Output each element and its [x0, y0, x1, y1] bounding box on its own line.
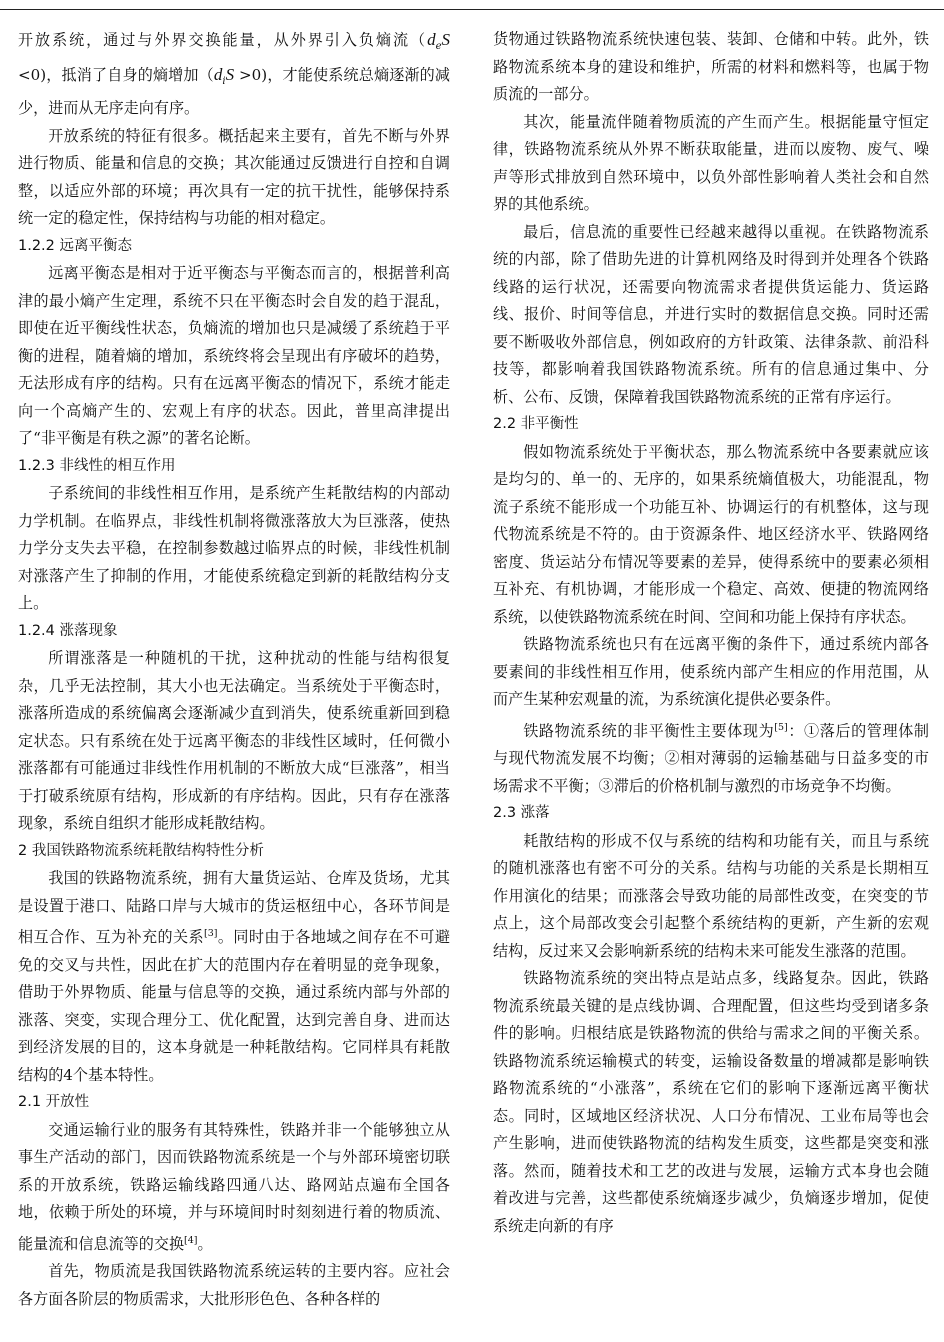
paragraph-material-flow: 首先，物质流是我国铁路物流系统运转的主要内容。应社会各方面各阶层的物质需求，大批形形色色、各种各样的 [18, 1262, 450, 1308]
paragraph-nonlinear: 子系统间的非线性相互作用，是系统产生耗散结构的内部动力学机制。在临界点，非线性机制将微涨落放大为巨涨落，使热力学分支失去平稳，在控制参数越过临界点的时候，非线性机制对涨落产生了抑制的作用，才能使系统稳定到新的耗散结构分支上。 [18, 484, 450, 613]
heading-2-3: 2.3 涨落 [493, 805, 550, 822]
paragraph-fluctuation: 所谓涨落是一种随机的干扰，这种扰动的性能与结构很复杂，几乎无法控制，其大小也无法确定。当系统处于平衡态时，涨落所造成的系统偏离会逐渐减少直到消失，使系统重新回到稳定状态。只有系统在处于远离平衡态的非线性区域时，任何微小涨落都有可能通过非线性作用机制的不断放大成“巨涨落”，相当于打破系统原有结构，形成新的有序结构。因此，只有存在涨落现象，系统自组织才能形成耗散结构。 [18, 649, 450, 833]
paragraph-far-from-balance: 铁路物流系统也只有在远离平衡的条件下，通过系统内部各要素间的非线性相互作用，使系统内部产生相应的作用范围，从而产生某种宏观量的流，为系统演化提供必要条件。 [493, 635, 929, 708]
header-rule [0, 9, 944, 10]
heading-2-2: 2.2 非平衡性 [493, 416, 579, 432]
heading-1-2-2: 1.2.2 远离平衡态 [18, 237, 133, 254]
right-column [493, 26, 929, 1240]
paragraph-open-system-features: 开放系统的特征有很多。概括起来主要有，首先不断与外界进行物质、能量和信息的交换；其次能通过反馈进行自控和自调整，以适应外部的环境；再次具有一定的抗干扰性，能够保持系统一定的稳定性，保持结构与功能的相对稳定。 [18, 126, 450, 228]
paragraph-railway-fluctuation: 铁路物流系统的突出特点是站点多，线路复杂。因此，铁路物流系统最关键的是点线协调、合理配置，但这些均受到诸多条件的影响。归根结底是铁路物流的供给与需求之间的平衡关系。铁路物流系统运输模式的转变，运输设备数量的增减都是影响铁路物流系统的“小涨落”，系统在它们的影响下逐渐远离平衡状态。同时，区域地区经济状况、人口分布情况、工业布局等也会产生影响，进而使铁路物流的结构发生质变，这些都是突变和涨落。然而，随着技术和工艺的改进与发展，运输方式本身也会随着改进与完善，这些都使系统熵逐步减少，负熵逐步增加，促使系统走向新的有序 [493, 969, 929, 1235]
paragraph-nonequilibrium: 假如物流系统处于平衡状态，那么物流系统中各要素就应该是均匀的、单一的、无序的，如果系统熵值极大，功能混乱，物流子系统不能形成一个功能互补、协调运行的有机整体，这与现代物流系统是不符的。由于资源条件、地区经济水平、铁路网络密度、货运站分布情况等要素的差异，使得系统中的要素必须相互补充、有机协调，才能形成一个稳定、高效、便捷的物流网络系统，以使铁路物流系统在时间、空间和功能上保持有序状态。 [493, 442, 929, 626]
paragraph-material-flow-cont: 货物通过铁路物流系统快速包装、装卸、仓储和中转。此外，铁路物流系统本身的建设和维护，所需的材料和燃料等，也属于物质流的一部分。 [493, 30, 929, 103]
heading-section-2: 2 我国铁路物流系统耗散结构特性分析 [18, 842, 264, 859]
left-column [18, 26, 450, 1313]
heading-2-1: 2.1 开放性 [18, 1094, 90, 1111]
header-bar [0, 0, 944, 10]
paragraph-information-flow: 最后，信息流的重要性已经越来越得以重视。在铁路物流系统的内部，除了借助先进的计算机网络及时得到并处理各个铁路线路的运行状况，还需要向物流需求者提供货运能力、货运路线、报价、时间等信息，并进行实时的数据信息交换。同时还需要不断吸收外部信息，例如政府的方针政策、法律条款、前沿科技等，都影响着我国铁路物流系统。所有的信息通过集中、分析、公布、反馈，保障着我国铁路物流系统的正常有序运行。 [493, 222, 929, 406]
heading-1-2-3: 1.2.3 非线性的相互作用 [18, 457, 176, 474]
citation-5: [5] [774, 721, 788, 733]
paragraph-entropy-flow: 开放系统，通过与外界交换能量，从外界引入负熵流$(d_eS <0)$，抵消了自身的熵增加$(d_iS >0)$，才能使系统总熵逐渐的减少，进而从无序走向有序。 [18, 30, 451, 118]
paragraph-railway-system: 我国的铁路物流系统，拥有大量货运站、仓库及货场，尤其是设置于港口、陆路口岸与大城市的货运枢纽中心，各环节间是相互合作、互为补充的关系[3]。同时由于各地域之间存在不可避免的交叉与共性，因此在扩大的范围内存在着明显的竞争现象，借助于外界物质、能量与信息等的交换，通过系统内部与外部的涨落、突变，实现合理分工、优化配置，达到完善自身、进而达到经济发展的目的，这本身就是一种耗散结构。它同样具有耗散结构的4个基本特性。 [18, 869, 450, 1084]
paragraph-imbalance-list: 铁路物流系统的非平衡性主要体现为[5]：①落后的管理体制与现代物流发展不均衡；②相对薄弱的运输基础与日益多变的市场需求不平衡；③滞后的价格机制与激烈的市场竞争不均衡。 [493, 721, 929, 795]
citation-4: [4] [184, 1234, 198, 1246]
paragraph-energy-flow: 其次，能量流伴随着物质流的产生而产生。根据能量守恒定律，铁路物流系统从外界不断获取能量，进而以废物、废气、噪声等形式排放到自然环境中，以负外部性影响着人类社会和自然界的其他系统。 [493, 112, 929, 213]
heading-1-2-4: 1.2.4 涨落现象 [18, 622, 118, 639]
paragraph-openness: 交通运输行业的服务有其特殊性，铁路并非一个能够独立从事生产活动的部门，因而铁路物流系统是一个与外部环境密切联系的开放系统，铁路运输线路四通八达、路网站点遍布全国各地，依赖于所处的环境，并与环境间时时刻刻进行着的物质流、能量流和信息流等的交换[4]。 [18, 1120, 450, 1253]
citation-3: [3] [204, 928, 218, 940]
paragraph-far-from-equilibrium: 远离平衡态是相对于近平衡态与平衡态而言的，根据普利高津的最小熵产生定理，系统不只在平衡态时会自发的趋于混乱，即使在近平衡线性状态，负熵流的增加也只是减缓了系统趋于平衡的进程，随着熵的增加，系统终将会呈现出有序破坏的趋势，无法形成有序的结构。只有在远离平衡态的情况下，系统才能走向一个高熵产生的、宏观上有序的状态。因此，普里高津提出了“非平衡是有秩之源”的著名论断。 [18, 264, 450, 448]
paragraph-fluctuation-structure: 耗散结构的形成不仅与系统的结构和功能有关，而且与系统的随机涨落也有密不可分的关系。结构与功能的关系是长期相互作用演化的结果；而涨落会导致功能的局部性改变，在突变的节点上，这个局部改变会引起整个系统结构的更新，产生新的宏观结构，反过来又会影响新系统的结构未来可能发生涨落的范围。 [493, 831, 929, 960]
